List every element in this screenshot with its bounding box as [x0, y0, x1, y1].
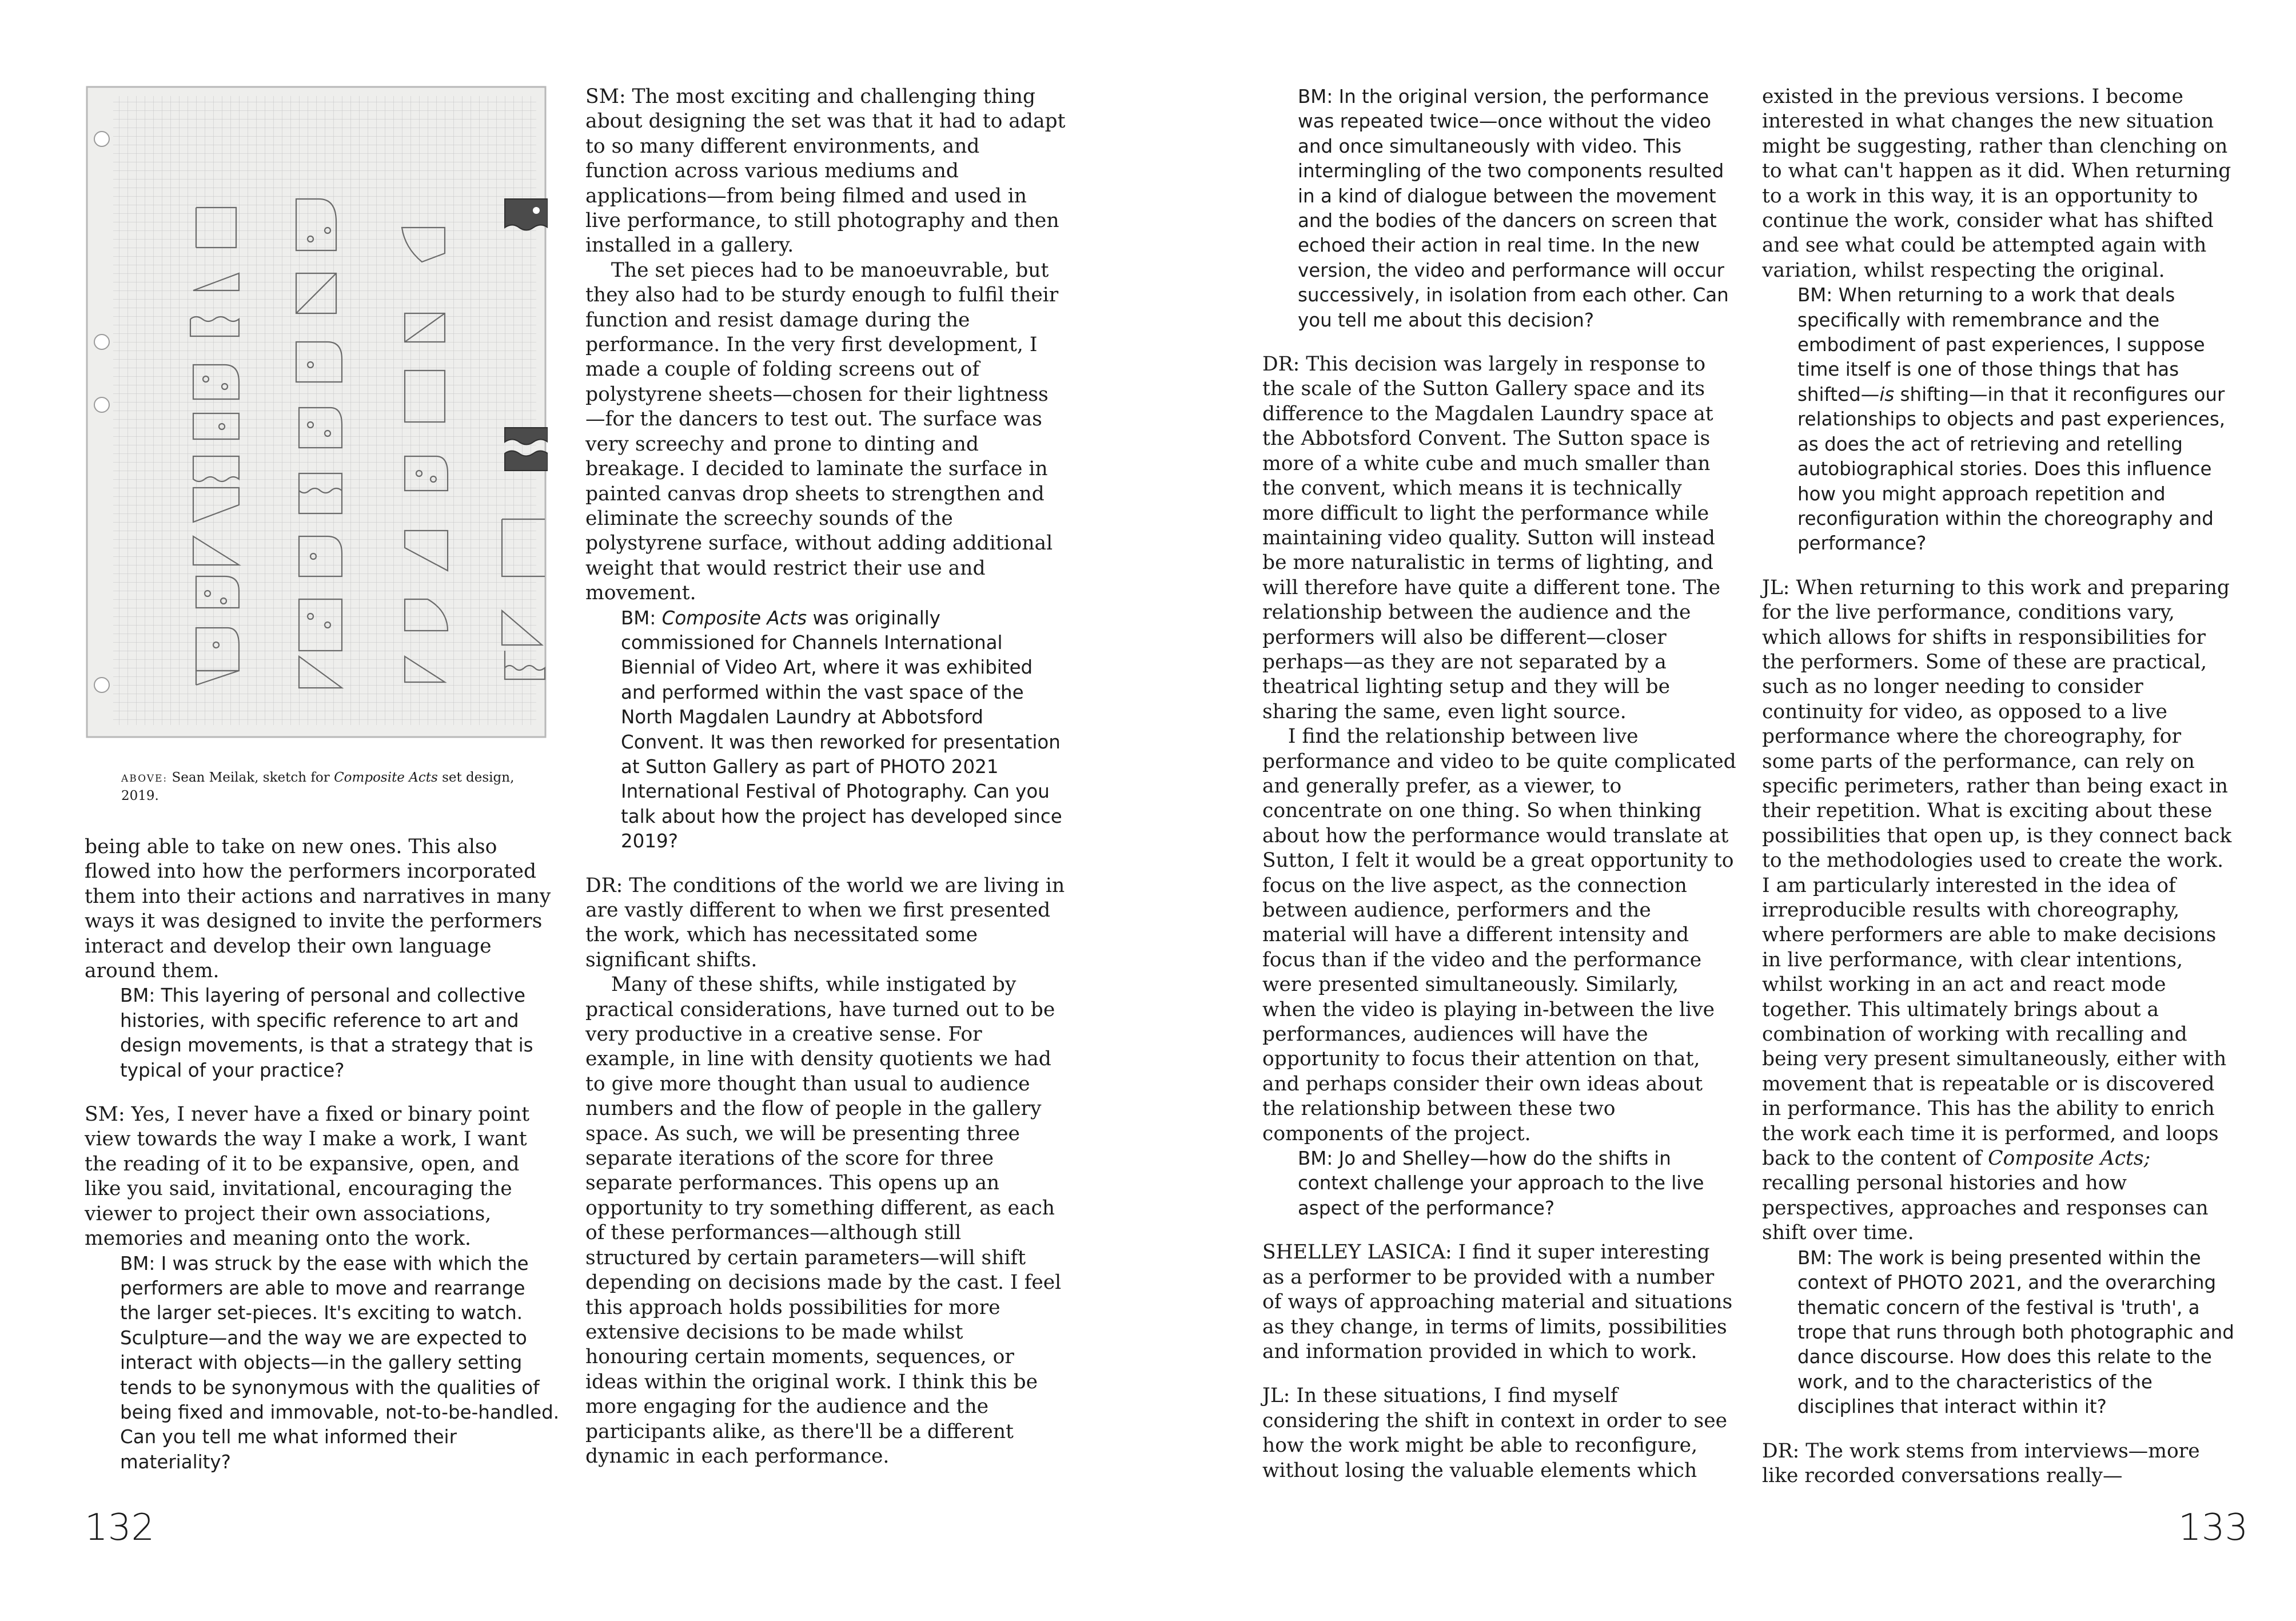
caption-title: Composite Acts	[334, 770, 438, 785]
question	[1762, 283, 2237, 556]
page-number: 133	[2178, 1507, 2249, 1549]
question-title: Composite Acts	[661, 607, 807, 629]
paragraph	[1762, 576, 2237, 1246]
paragraph: JL: In these situations, I find myself considering the shift in context in order to see how the work might be able to reconfigure, without losing the valuable elements which	[1262, 1384, 1728, 1482]
question-prefix: BM: When returning to a work that deals specifically with remembrance and the embodiment of past experiences, I suppose time itself is one of those things that has shifted—	[1797, 284, 2205, 405]
pencil-sketch-grid	[85, 85, 548, 739]
question: BM: The work is being presented within the context of PHOTO 2021, and the overarching thematic concern of the festival is 'truth', a trope that runs through both photographic and dance discourse. How does this relate to the work, and to the characteristics of the disciplines that interact within it?	[1797, 1246, 2234, 1418]
question-rest: was originally commissioned for Channels International Biennial of Video Art, where it was exhibited and performed within the vast space of the North Magdalen Laundry at Abbotsford Convent. It was then reworked for presentation at Sutton Gallery as part of PHOTO 2021 International Festival of Photography. Can you talk about how the project has developed since 2019?	[621, 607, 1062, 853]
paragraph: SM: The most exciting and challenging thing about designing the set was that it had to adapt to so many different environments, and function across various mediums and applications—from being filmed and used in live performance, to still photography and then installed in a gallery.	[585, 85, 1066, 257]
caption-prefix: Sean Meilak, sketch for	[172, 770, 334, 785]
question-emphasis: is	[1879, 383, 1895, 405]
question: BM: Jo and Shelley—how do the shifts in context challenge your approach to the live aspect of the performance?	[1298, 1148, 1704, 1219]
paragraph: DR: The work stems from interviews—more like recorded conversations really—	[1762, 1439, 2200, 1487]
paragraph: Many of these shifts, while instigated by practical considerations, have turned out to be very productive in a creative sense. For example, in line with density quotients we had to give more thought than usual to audience numbers and the flow of people in the gallery space. As such, we will be presenting three separate iterations of the score for three separate performances. This opens up an opportunity to try something different, as each of these performances—although still structured by certain parameters—will shift depending on decisions made by the cast. I feel this approach holds possibilities for more extensive decisions to be made whilst honouring certain moments, sequences, or ideas within the original work. I think this be more engaging for the audience and the participants alike, as there'll be a different dynamic in each performance.	[585, 973, 1062, 1468]
left-column-2	[585, 85, 1066, 1469]
paragraph-title: Composite Acts;	[1988, 1147, 2151, 1170]
paragraph: being able to take on new ones. This also flowed into how the performers incorporated them into their actions and narratives in many ways it was designed to invite the performers interact and develop their own language around them.	[85, 835, 551, 983]
question: BM: I was struck by the ease with which the performers are able to move and rearrange the larger set-pieces. It's exciting to watch. Sculpture—and the way we are expected to interact with objects—in the gallery setting tends to be synonymous with the qualities of being fixed and immovable, not-to-be-handled. Can you tell me what informed their materiality?	[120, 1252, 560, 1473]
paragraph-text: JL: When returning to this work and preparing for the live performance, conditions vary, which allows for shifts in responsibilities for the performers. Some of these are practical, such as no longer needing to consider continuity for video, as opposed to a live performance where the choreography, for some parts of the performance, can rely on specific perimeters, rather than being exact in their repetition. What is exciting about these possibilities that open up, is they connect back to the methodologies used to create the work. I am particularly interested in the idea of irreproducible results with choreography, where performers are able to make decisions in live performance, with clear intentions, whilst working in an act and react mode together. This ultimately brings about a combination of working with recalling and being very present simultaneously, either with movement that is repeatable or is discovered in performance. This has the ability to enrich the work each time it is performed, and loops back to the content of	[1762, 576, 2232, 1170]
paragraph: DR: The conditions of the world we are living in are vastly different to when we first presented the work, which has necessitated some significant shifts.	[585, 874, 1065, 971]
page-number: 132	[85, 1507, 155, 1549]
question: BM: In the original version, the performance was repeated twice—once without the video and once simultaneously with video. This intermingling of the two components resulted in a kind of dialogue between the movement and the bodies of the dancers on screen that echoed their action in real time. In the new version, the video and performance will occur successively, in isolation from each other. Can you tell me about this decision?	[1298, 86, 1729, 331]
question-rest: shifting—in that it reconfigures our relationships to objects and past experiences, as does the act of retrieving and retelling autobiographical stories. Does this influence how you might approach repetition and reconfiguration within the choreography and performance?	[1797, 383, 2226, 555]
right-column-2	[1762, 85, 2237, 1488]
paragraph: SM: Yes, I never have a fixed or binary point view towards the way I make a work, I want the reading of it to be expansive, open, and like you said, invitational, encouraging the viewer to project their own associations, memories and meaning onto the work.	[85, 1103, 530, 1250]
question	[585, 606, 1066, 854]
paragraph: The set pieces had to be manoeuvrable, but they also had to be sturdy enough to fulfil their function and resist damage during the performance. In the very first development, I made a couple of folding screens out of polystyrene sheets—chosen for their lightness—for the dancers to test out. The surface was very screechy and prone to dinting and breakage. I decided to laminate the surface in painted canvas drop sheets to strengthen and eliminate the screechy sounds of the polystyrene surface, without adding additional weight that would restrict their use and movement.	[585, 258, 1059, 605]
question: BM: This layering of personal and collective histories, with specific reference to art and design movements, is that a strategy that is typical of your practice?	[120, 985, 533, 1081]
paragraph-rest: recalling personal histories and how perspectives, approaches and responses can shift over time.	[1762, 1172, 2209, 1245]
paragraph: SHELLEY LASICA: I find it super interesting as a performer to be provided with a number of ways of approaching material and situations as they change, in terms of limits, possibilities and information provided in which to work.	[1262, 1241, 1733, 1363]
right-page	[1148, 0, 2296, 1621]
paragraph: DR: This decision was largely in response to the scale of the Sutton Gallery space and its difference to the Magdalen Laundry space at the Abbotsford Convent. The Sutton space is more of a white cube and much smaller than the convent, which means it is technically more difficult to light the performance while maintaining video quality. Sutton will instead be more naturalistic in terms of lighting, and will therefore have quite a different tone. The relationship between the audience and the performers will also be different—closer perhaps—as they are not separated by a theatrical lighting setup and they will be sharing the same, even light source.	[1262, 353, 1721, 723]
caption-suffix: set design, 2019.	[121, 770, 515, 803]
paragraph: I find the relationship between live performance and video to be quite complicated and generally prefer, as a viewer, to concentrate on one thing. So when thinking about how the performance would translate at Sutton, I felt it would be a great opportunity to focus on the live aspect, as the connection between audience, performers and the material will have a different intensity and focus than if the video and the performance were presented simultaneously. Similarly, when the video is playing in-between the live performances, audiences will have the opportunity to focus their attention on that, and perhaps consider their own ideas about the relationship between these two components of the project.	[1262, 725, 1736, 1145]
paragraph: existed in the previous versions. I become interested in what changes the new situation might be suggesting, rather than clenching on to what can't happen as it did. When returning to a work in this way, it is an opportunity to continue the work, consider what has shifted and see what could be attempted again with variation, whilst respecting the original.	[1762, 85, 2231, 282]
caption-label: ABOVE:	[121, 773, 168, 784]
left-column-1	[85, 835, 560, 1475]
figure-caption	[121, 769, 521, 804]
question-prefix: BM:	[621, 607, 662, 629]
right-column-1	[1262, 85, 1737, 1483]
